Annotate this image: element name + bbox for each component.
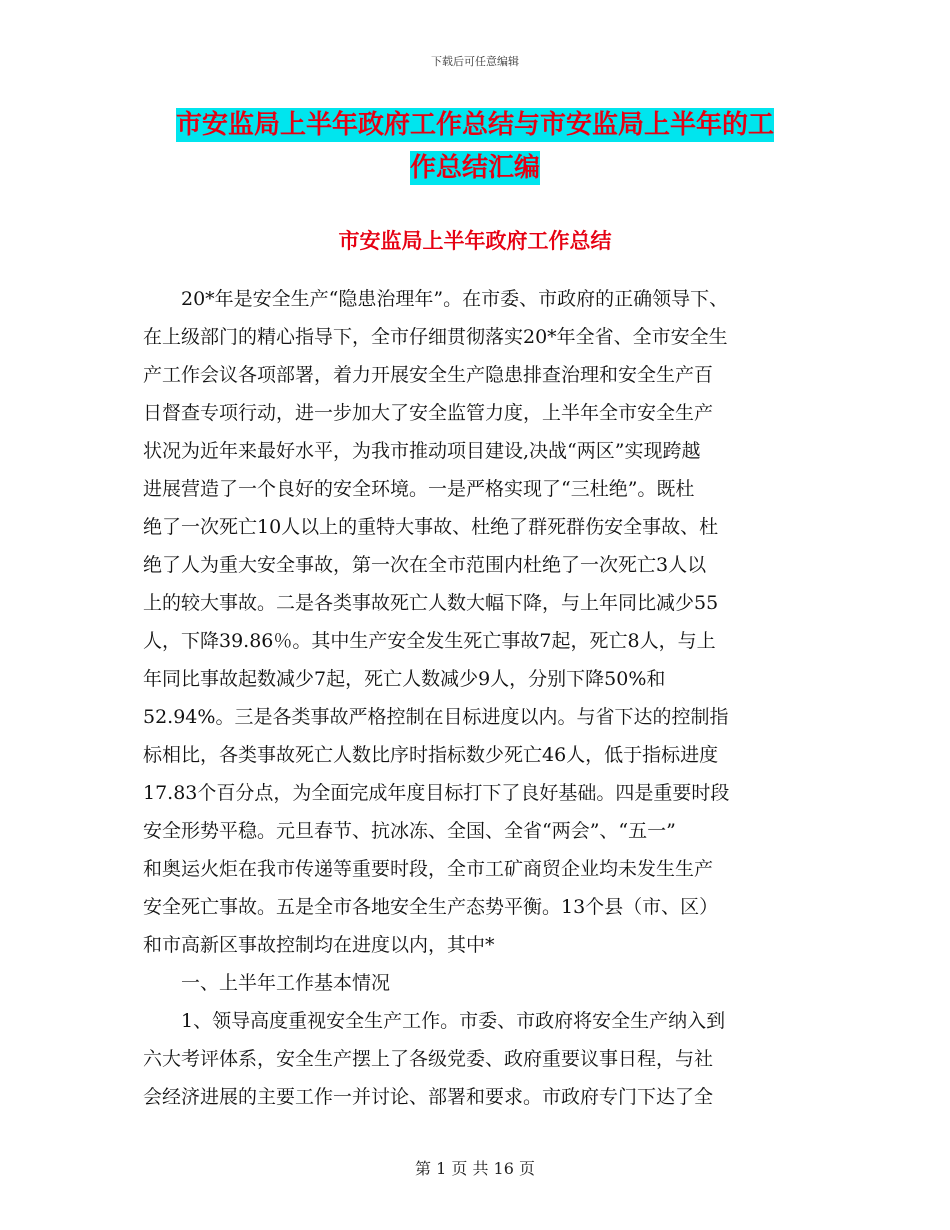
document-title-line-2: 作总结汇编 xyxy=(409,153,540,183)
body-line-13: 标相比，各类事故死亡人数比序时指标数少死亡46人，低于指标进度 xyxy=(143,744,719,766)
body-line-5: 状况为近年来最好水平，为我市推动项目建设,决战“两区”实现跨越 xyxy=(143,440,701,462)
body-line-17: 安全死亡事故。五是全市各地安全生产态势平衡。13个县（市、区） xyxy=(143,896,719,918)
body-line-4: 日督查专项行动，进一步加大了安全监管力度，上半年全市安全生产 xyxy=(143,402,714,424)
body-line-3: 产工作会议各项部署，着力开展安全生产隐患排查治理和安全生产百 xyxy=(143,364,714,386)
body-line-6: 进展营造了一个良好的安全环境。一是严格实现了“三杜绝”。既杜 xyxy=(143,478,695,500)
body-line-9: 上的较大事故。二是各类事故死亡人数大幅下降，与上年同比减少55 xyxy=(143,592,719,614)
page-header: 下载后可任意编辑 xyxy=(431,55,519,68)
body-line-22: 会经济进展的主要工作一并讨论、部署和要求。市政府专门下达了全 xyxy=(143,1086,714,1108)
body-line-16: 和奥运火炬在我市传递等重要时段，全市工矿商贸企业均未发生生产 xyxy=(143,858,714,880)
body-line-7: 绝了一次死亡10人以上的重特大事故、杜绝了群死群伤安全事故、杜 xyxy=(143,516,719,538)
body-line-1: 20*年是安全生产“隐患治理年”。在市委、市政府的正确领导下、 xyxy=(181,288,729,310)
body-line-10: 人，下降39.86％。其中生产安全发生死亡事故7起，死亡8人，与上 xyxy=(143,630,716,652)
body-line-20: 1、领导高度重视安全生产工作。市委、市政府将安全生产纳入到 xyxy=(181,1010,726,1032)
body-line-21: 六大考评体系，安全生产摆上了各级党委、政府重要议事日程，与社 xyxy=(143,1048,714,1070)
document-title-line-1: 市安监局上半年政府工作总结与市安监局上半年的工 xyxy=(175,110,774,140)
body-heading-1: 一、上半年工作基本情况 xyxy=(181,972,391,994)
document-title xyxy=(0,112,950,181)
body-line-14: 17.83个百分点，为全面完成年度目标打下了良好基础。四是重要时段 xyxy=(143,782,730,804)
body-line-2: 在上级部门的精心指导下，全市仔细贯彻落实20*年全省、全市安全生 xyxy=(143,326,728,348)
body-line-12: 52.94%。三是各类事故严格控制在目标进度以内。与省下达的控制指 xyxy=(143,706,729,728)
body-line-15: 安全形势平稳。元旦春节、抗冰冻、全国、全省“两会”、“五一” xyxy=(143,820,676,842)
section-title: 市安监局上半年政府工作总结 xyxy=(338,228,612,253)
body-line-8: 绝了人为重大安全事故，第一次在全市范围内杜绝了一次死亡3人以 xyxy=(143,554,707,576)
body-line-18: 和市高新区事故控制均在进度以内，其中* xyxy=(143,934,495,956)
body-line-11: 年同比事故起数减少7起，死亡人数减少9人，分别下降50%和 xyxy=(143,668,666,690)
page-footer: 第 1 页 共 16 页 xyxy=(415,1159,535,1178)
